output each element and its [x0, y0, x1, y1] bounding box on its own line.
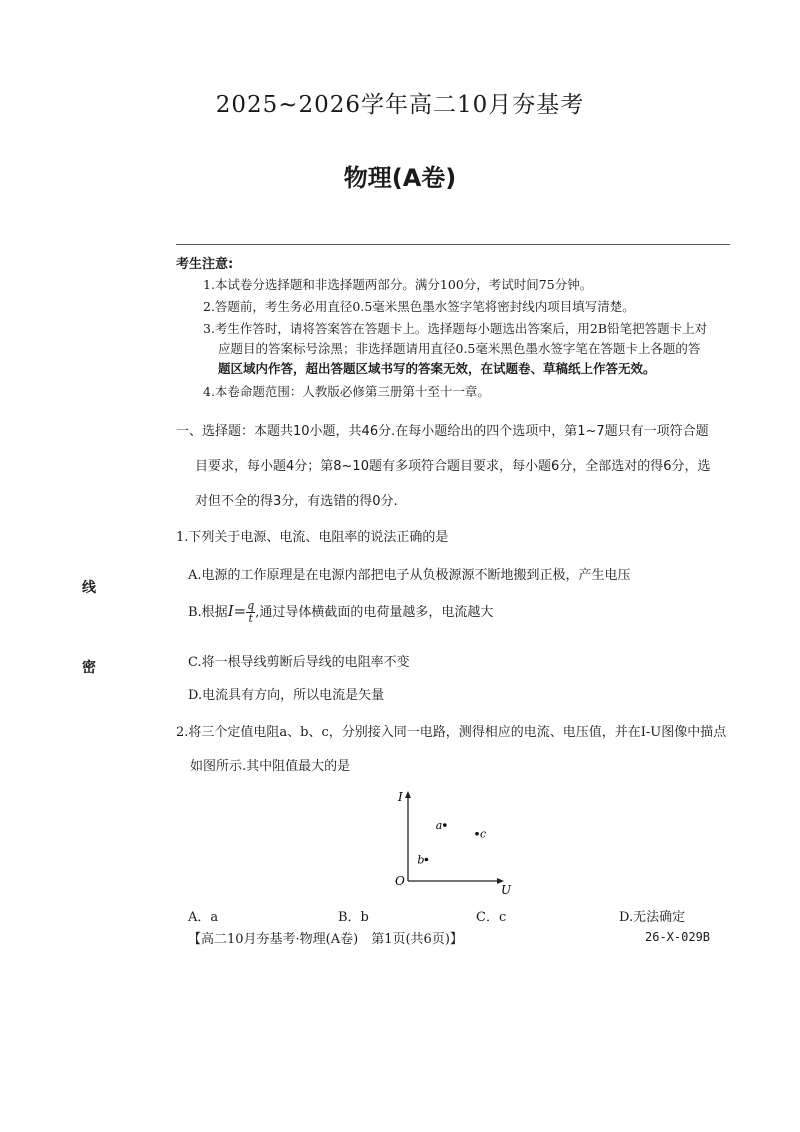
section1-line-3: 对但不全的得3分，有选错的得0分.: [195, 494, 398, 509]
section1-line-1: 一、选择题：本题共10小题，共46分.在每小题给出的四个选项中，第1~7题只有一项符合题: [176, 424, 709, 439]
margin-mark-seal: 密: [82, 660, 96, 676]
q1-option-a: A.电源的工作原理是在电源内部把电子从负极源源不断地搬到正极，产生电压: [188, 568, 631, 583]
q1-stem: 1.下列关于电源、电流、电阻率的说法正确的是: [176, 530, 449, 545]
exam-subject: 物理(A卷): [343, 164, 457, 192]
q2-stem-line-1: 2.将三个定值电阻a、b、c，分别接入同一电路，测得相应的电流、电压值，并在I-U图像中描点: [176, 725, 727, 740]
x-axis-label: U: [501, 883, 512, 897]
q1-formula-fraction: [246, 600, 255, 625]
paper-code: 26-X-029B: [645, 930, 711, 944]
y-axis-arrow: [405, 791, 411, 798]
section1-line-2: 目要求，每小题4分；第8~10题有多项符合题目要求，每小题6分，全部选对的得6分，选: [195, 459, 711, 474]
header-divider: [176, 244, 730, 245]
q1-formula-numerator: q: [247, 599, 255, 612]
margin-mark-line: 线: [82, 580, 96, 596]
q1-option-b-suffix: ,通过导体横截面的电荷量越多，电流越大: [255, 605, 494, 620]
points-layer: [417, 819, 486, 866]
notice-heading: 考生注意:: [176, 257, 234, 272]
point-a: [443, 823, 447, 827]
q2-option-b: B．b: [338, 910, 369, 925]
notice-item-3-cont2: 题区域内作答，超出答题区域书写的答案无效，在试题卷、草稿纸上作答无效。: [218, 361, 656, 376]
q1-formula-lhs: I=: [227, 602, 247, 620]
point-label-b: b: [417, 853, 425, 867]
q1-formula-denominator: t: [248, 612, 253, 625]
q1-option-c: C.将一根导线剪断后导线的电阻率不变: [188, 655, 410, 670]
point-label-a: a: [435, 819, 443, 833]
point-label-c: c: [480, 827, 487, 841]
q1-option-d: D.电流具有方向，所以电流是矢量: [188, 688, 385, 703]
notice-item-2: 2.答题前，考生务必用直径0.5毫米黑色墨水签字笔将密封线内项目填写清楚。: [203, 299, 635, 314]
q1-option-b-prefix: B.根据: [188, 605, 228, 620]
origin-label: O: [395, 874, 405, 888]
q2-option-c: C．c: [476, 910, 507, 925]
y-axis-label: I: [398, 790, 403, 804]
q2-option-d: D.无法确定: [619, 910, 686, 925]
q2-stem-line-2: 如图所示.其中阻值最大的是: [190, 759, 351, 774]
notice-item-4: 4.本卷命题范围：人教版必修第三册第十至十一章。: [203, 384, 490, 399]
notice-item-3-cont: 应题目的答案标号涂黑；非选择题请用直径0.5毫米黑色墨水签字笔在答题卡上各题的答: [218, 341, 701, 356]
point-b: [425, 858, 429, 862]
iu-chart: [380, 785, 520, 900]
page-footer: 【高二10月夯基考·物理(A卷) 第1页(共6页)】: [188, 932, 463, 947]
exam-title: 2025~2026学年高二10月夯基考: [215, 92, 585, 118]
point-c: [475, 832, 479, 836]
q2-option-a: A．a: [188, 910, 219, 925]
notice-item-3: 3.考生作答时，请将答案答在答题卡上。选择题每小题选出答案后，用2B铅笔把答题卡上对: [203, 321, 708, 336]
q1-option-b: [188, 600, 493, 625]
notice-item-1: 1.本试卷分选择题和非选择题两部分。满分100分，考试时间75分钟。: [203, 277, 593, 292]
